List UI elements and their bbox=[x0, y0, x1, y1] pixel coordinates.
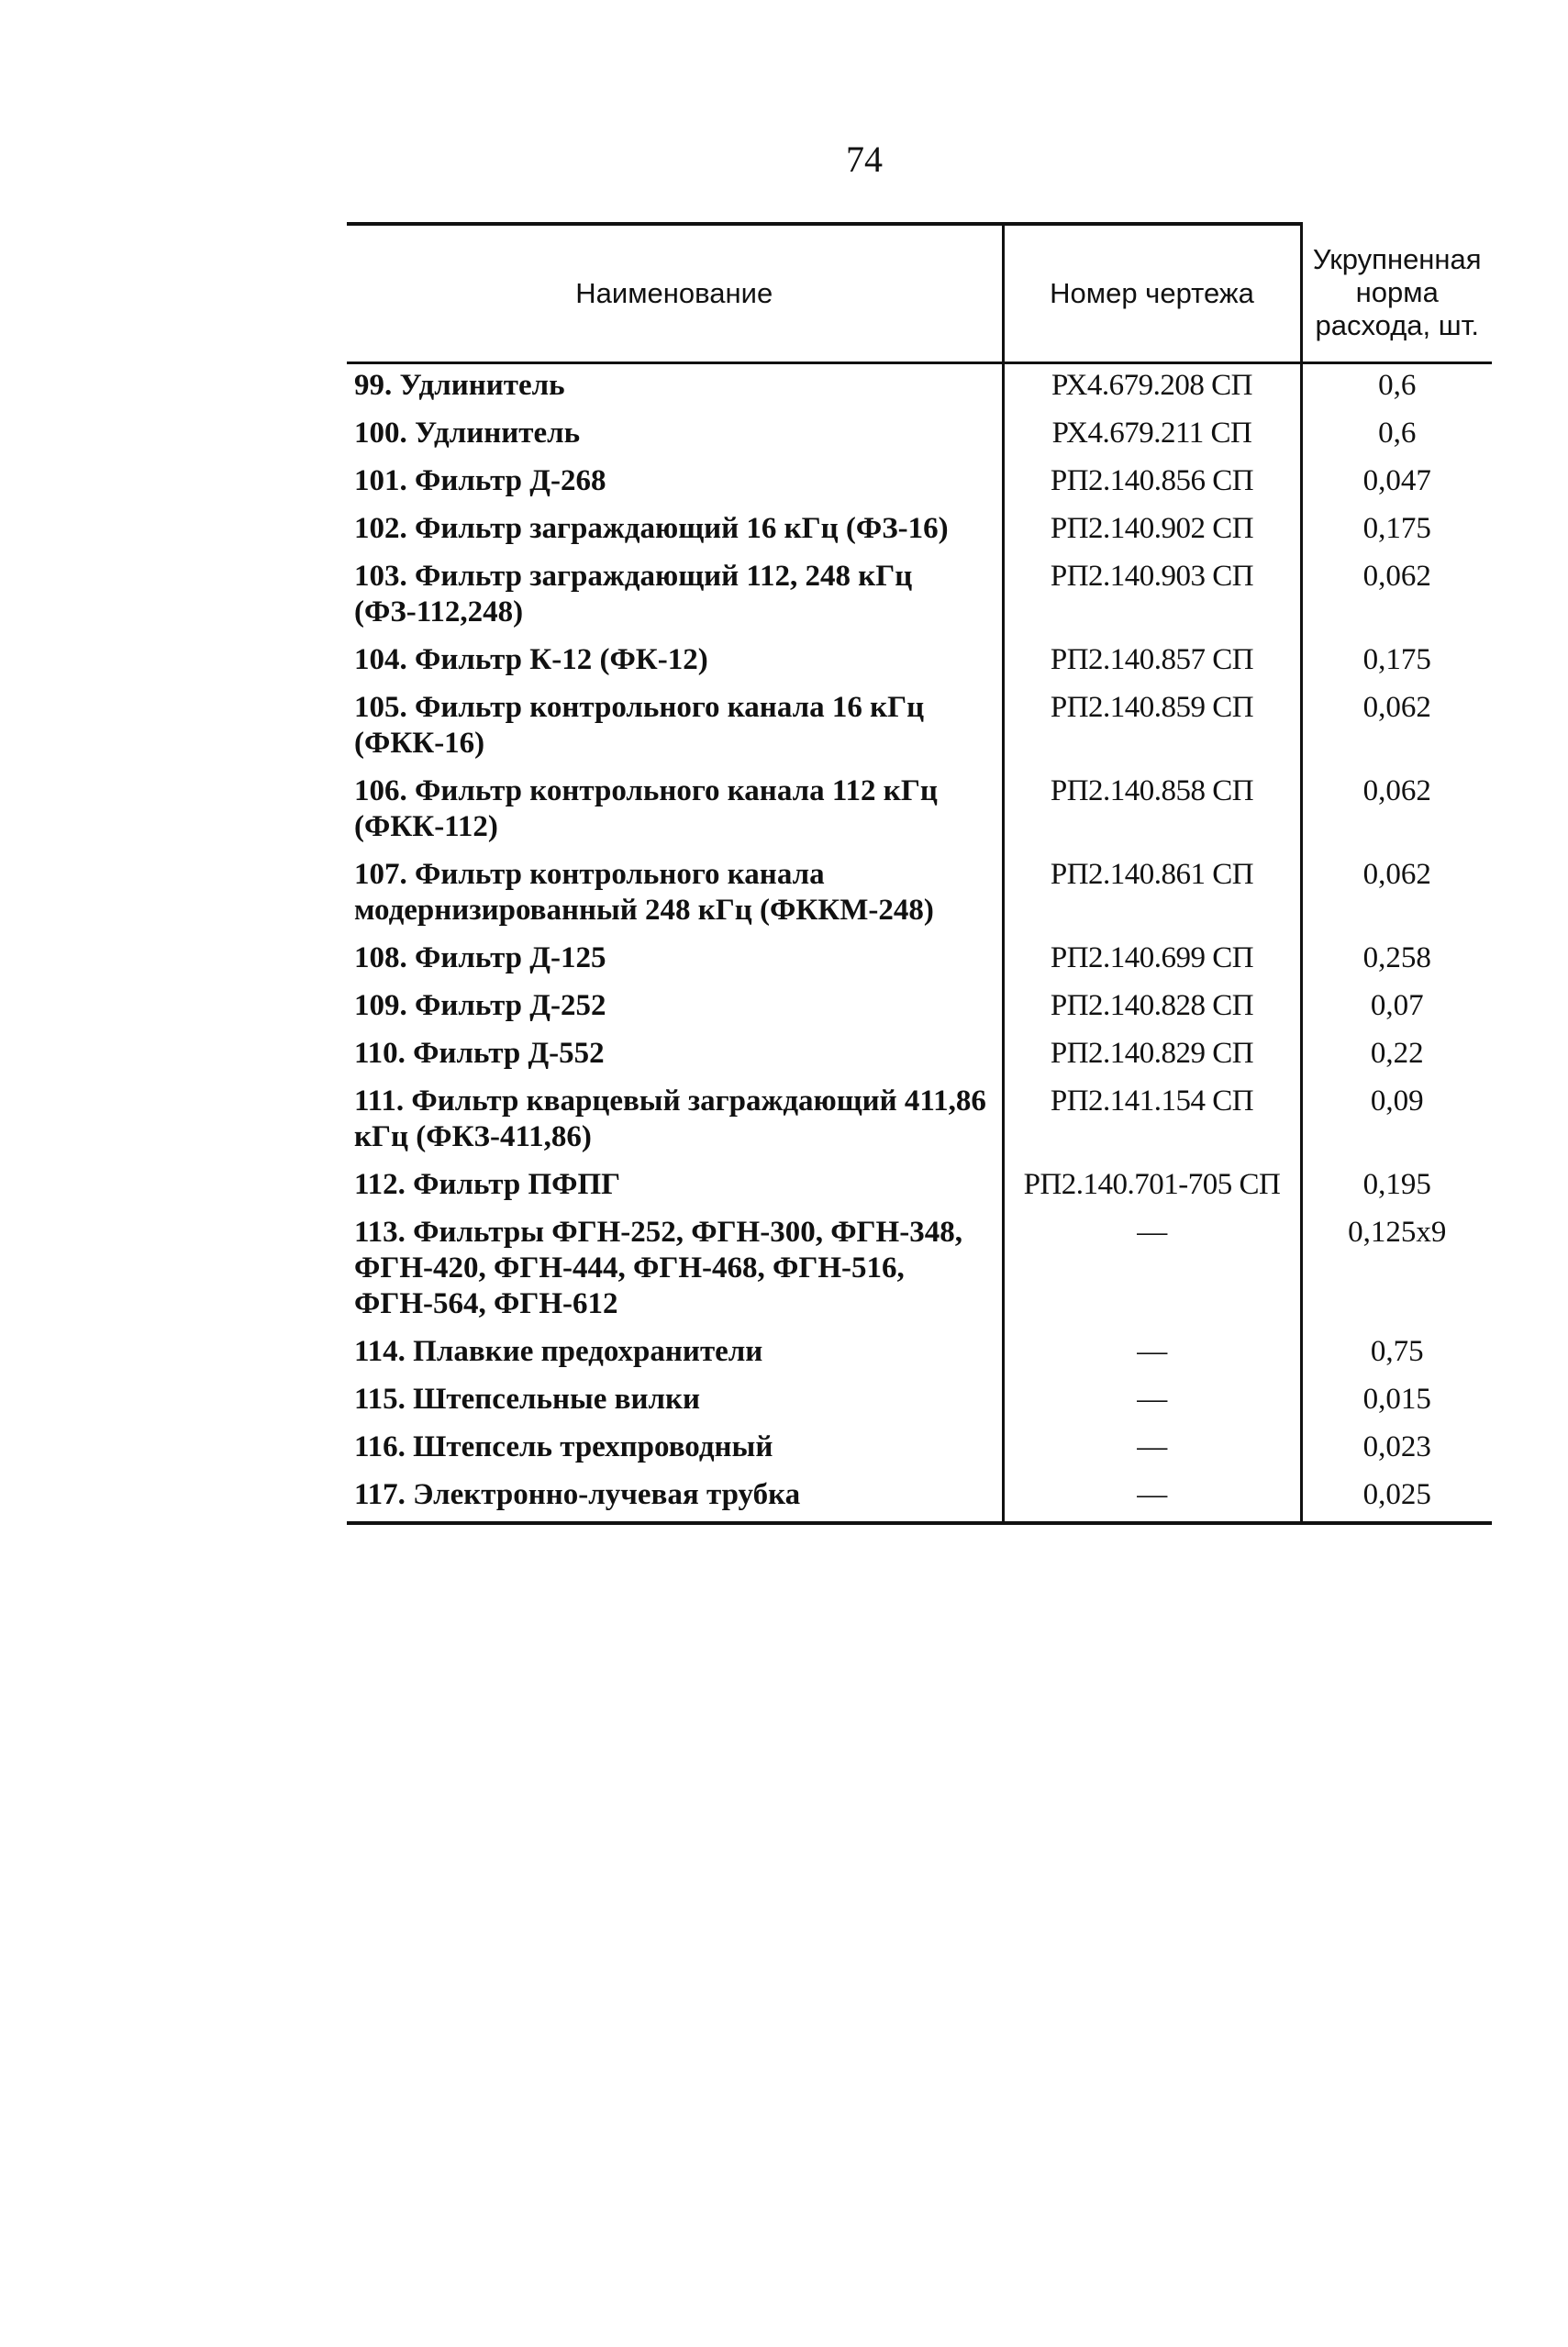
table-header bbox=[347, 224, 1492, 363]
drawing-number: РП2.140.828 СП bbox=[1003, 984, 1301, 1032]
consumption-norm: 0,195 bbox=[1301, 1163, 1492, 1211]
consumption-norm: 0,062 bbox=[1301, 686, 1492, 770]
table-body bbox=[347, 363, 1492, 1524]
table-row bbox=[347, 412, 1492, 460]
item-name: 105. Фильтр контрольного канала 16 кГц (ФКК-16) bbox=[354, 691, 925, 760]
table-row bbox=[347, 1426, 1492, 1474]
table-row bbox=[347, 1163, 1492, 1211]
table-row bbox=[347, 363, 1492, 413]
item-name: 103. Фильтр заграждающий 112, 248 кГц (ФЗ-112,248) bbox=[354, 560, 913, 628]
table-row bbox=[347, 1032, 1492, 1080]
consumption-norm: 0,023 bbox=[1301, 1426, 1492, 1474]
table-row bbox=[347, 1378, 1492, 1426]
consumption-norm: 0,22 bbox=[1301, 1032, 1492, 1080]
table-row bbox=[347, 770, 1492, 853]
item-name: 109. Фильтр Д-252 bbox=[354, 989, 606, 1022]
table-row bbox=[347, 507, 1492, 555]
table-row bbox=[347, 639, 1492, 686]
item-name: 107. Фильтр контрольного канала модернизированный 248 кГц (ФККМ-248) bbox=[354, 858, 934, 927]
drawing-number: РП2.140.829 СП bbox=[1003, 1032, 1301, 1080]
item-name: 117. Электронно-лучевая трубка bbox=[347, 1474, 1003, 1523]
consumption-norm: 0,062 bbox=[1301, 853, 1492, 937]
item-name: 100. Удлинитель bbox=[354, 417, 581, 450]
norms-table bbox=[347, 222, 1492, 1525]
item-name: 114. Плавкие предохранители bbox=[354, 1335, 763, 1368]
item-name: 106. Фильтр контрольного канала 112 кГц (ФКК-112) bbox=[354, 774, 938, 843]
consumption-norm: 0,07 bbox=[1301, 984, 1492, 1032]
table-row bbox=[347, 460, 1492, 507]
table-row bbox=[347, 984, 1492, 1032]
consumption-norm: 0,062 bbox=[1301, 555, 1492, 639]
header-drawing-number: Номер чертежа bbox=[1003, 224, 1301, 363]
item-name: 104. Фильтр К-12 (ФК-12) bbox=[354, 643, 708, 676]
item-name: 108. Фильтр Д-125 bbox=[354, 941, 606, 974]
table-row bbox=[347, 1080, 1492, 1163]
consumption-norm: 0,258 bbox=[1301, 937, 1492, 984]
item-name: 111. Фильтр кварцевый заграждающий 411,86 кГц (ФКЗ-411,86) bbox=[354, 1085, 986, 1153]
drawing-number: — bbox=[1003, 1330, 1301, 1378]
consumption-norm: 0,025 bbox=[1301, 1474, 1492, 1523]
consumption-norm: 0,75 bbox=[1301, 1330, 1492, 1378]
drawing-number: РП2.141.154 СП bbox=[1003, 1080, 1301, 1163]
page-number: 74 bbox=[846, 139, 883, 180]
drawing-number: РП2.140.861 СП bbox=[1003, 853, 1301, 937]
consumption-norm: 0,125х9 bbox=[1301, 1211, 1492, 1330]
drawing-number: — bbox=[1003, 1474, 1301, 1523]
drawing-number: РП2.140.902 СП bbox=[1003, 507, 1301, 555]
drawing-number: РП2.140.857 СП bbox=[1003, 639, 1301, 686]
consumption-norm: 0,175 bbox=[1301, 507, 1492, 555]
drawing-number: РП2.140.858 СП bbox=[1003, 770, 1301, 853]
drawing-number: РП2.140.701-705 СП bbox=[1003, 1163, 1301, 1211]
header-row bbox=[347, 224, 1492, 363]
table-row bbox=[347, 1474, 1492, 1523]
drawing-number: РП2.140.699 СП bbox=[1003, 937, 1301, 984]
item-name: 113. Фильтры ФГН-252, ФГН-300, ФГН-348, ФГН-420, ФГН-444, ФГН-468, ФГН-516, ФГН-564, ФГН-612 bbox=[354, 1216, 962, 1320]
consumption-norm: 0,062 bbox=[1301, 770, 1492, 853]
norms-table-container bbox=[347, 222, 1492, 1525]
table-row bbox=[347, 853, 1492, 937]
header-consumption-norm: Укрупненная норма расхода, шт. bbox=[1301, 224, 1492, 363]
drawing-number: РХ4.679.208 СП bbox=[1003, 363, 1301, 413]
drawing-number: РХ4.679.211 СП bbox=[1003, 412, 1301, 460]
table-row bbox=[347, 1330, 1492, 1378]
table-row bbox=[347, 937, 1492, 984]
consumption-norm: 0,09 bbox=[1301, 1080, 1492, 1163]
consumption-norm: 0,175 bbox=[1301, 639, 1492, 686]
drawing-number: РП2.140.856 СП bbox=[1003, 460, 1301, 507]
table-row bbox=[347, 555, 1492, 639]
item-name: 115. Штепсельные вилки bbox=[354, 1383, 701, 1416]
consumption-norm: 0,6 bbox=[1301, 363, 1492, 413]
consumption-norm: 0,047 bbox=[1301, 460, 1492, 507]
item-name: 116. Штепсель трехпроводный bbox=[354, 1430, 773, 1463]
table-row bbox=[347, 686, 1492, 770]
table-row bbox=[347, 1211, 1492, 1330]
item-name: 110. Фильтр Д-552 bbox=[354, 1037, 605, 1070]
item-name: 112. Фильтр ПФПГ bbox=[354, 1168, 621, 1201]
drawing-number: — bbox=[1003, 1211, 1301, 1330]
drawing-number: РП2.140.903 СП bbox=[1003, 555, 1301, 639]
drawing-number: — bbox=[1003, 1378, 1301, 1426]
header-name: Наименование bbox=[347, 224, 1003, 363]
item-name: 101. Фильтр Д-268 bbox=[354, 464, 606, 497]
consumption-norm: 0,015 bbox=[1301, 1378, 1492, 1426]
item-name: 99. Удлинитель bbox=[354, 369, 565, 402]
consumption-norm: 0,6 bbox=[1301, 412, 1492, 460]
drawing-number: РП2.140.859 СП bbox=[1003, 686, 1301, 770]
drawing-number: — bbox=[1003, 1426, 1301, 1474]
item-name: 102. Фильтр заграждающий 16 кГц (ФЗ-16) bbox=[354, 512, 949, 545]
